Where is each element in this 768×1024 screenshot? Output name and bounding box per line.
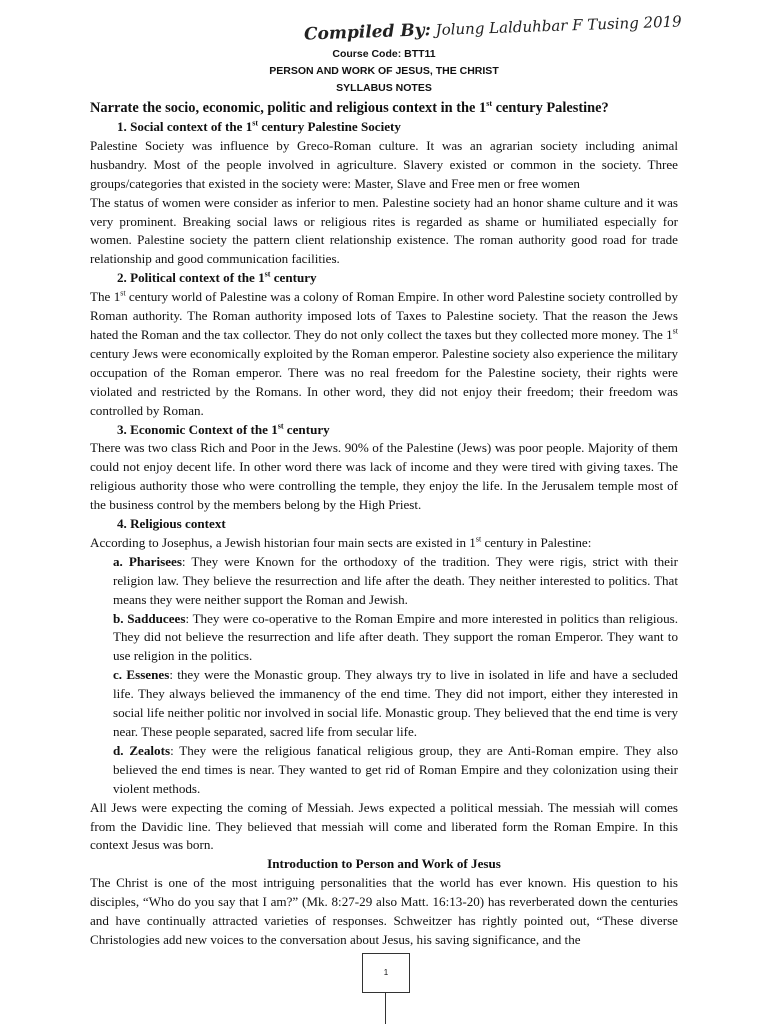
question-heading: Narrate the socio, economic, politic and religious context in the 1st century Palestine? [90,99,609,116]
section-heading-political: 2. Political context of the 1st century [117,269,317,286]
paragraph-economic: There was two class Rich and Poor in the Jews. 90% of the Palestine (Jews) was poor people. Majority of them could not enjoy decent life. In other word there was lack of income and they were tired with giving taxes. The religious authority those who were controlling the temple, they enjoy the life. In the Jerusalem temple most of the business control by the members belong by the High Priest. [90,440,678,513]
paragraph-political: The 1st century world of Palestine was a colony of Roman Empire. In other word Palestine society controlled by Roman authority. The Roman authority imposed lots of Taxes to Palestine society. That the reason the Jews hated the Roman and the tax collector. They do not only collect the taxes but they collected more money. The 1st century Jews were economically exploited by the Roman emperor. Palestine society also experience the military occupation of the Roman emperor. There was no real freedom for the Palestine society, their rights were violated and restricted by the Romans. In other word, they did not enjoy their freedom; their freedom was controlled by Roman. [90,288,678,418]
section-heading-introduction: Introduction to Person and Work of Jesus [267,856,501,872]
sect-sadducees: b. Sadducees: They were co-operative to the Roman Empire and more interested in politics than religious. They did not believe the resurrection and life after death. They support the roman Emperor. They want to use religion in the politics. [113,610,678,664]
section-heading-social: 1. Social context of the 1st century Palestine Society [117,118,401,134]
document-subtitle: SYLLABUS NOTES [336,82,432,94]
paragraph-social-2: The status of women were consider as inferior to men. Palestine society had an honor shame culture and it was very prominent. Breaking social laws or religious rites is regarded as shame or humiliated especially for women. Palestine society the pattern client relationship existence. The roman authority good road for trade relationship and good communication facilities. [90,194,678,267]
paragraph-religious-closing: All Jews were expecting the coming of Messiah. Jews expected a political messiah. The messiah will comes from the Davidic line. They believed that messiah will come and liberated form the Roman Empire. In this context Jesus was born. [90,799,678,853]
document-body [90,98,678,950]
course-code: Course Code: BTT11 [332,48,436,60]
document-title: PERSON AND WORK OF JESUS, THE CHRIST [269,65,499,77]
section-heading-religious: 4. Religious context [117,516,226,532]
sect-pharisees: a. Pharisees: They were Known for the orthodoxy of the tradition. They were rigis, strict with their religion law. They believe the resurrection and life after the death. They neither interested to politics. That means they were neither support the Roman and Jewish. [113,553,678,607]
page-number-divider [385,992,386,1024]
signature-name: Jolung Lalduhbar F Tusing 2019 [435,12,683,39]
page-number: 1 [362,953,410,993]
author-signature [304,11,682,44]
sect-zealots: d. Zealots: They were the religious fanatical religious group, they are Anti-Roman empire. They also believed the end times is near. They wanted to get rid of Roman Empire and they colonization using their violent methods. [113,742,678,796]
sect-essenes: c. Essenes: they were the Monastic group. They always try to live in isolated in life and have a secluded life. They always believed the immanency of the end time. They did not import, either they interested in social life neither politic nor involved in social life. Monastic group. They believed that the end time is very near. These people separated, sacred life from secular life. [113,667,678,739]
paragraph-social-1: Palestine Society was influence by Greco-Roman culture. It was an agrarian society including animal husbandry. Most of the people involved in agriculture. Slavery existed or common in the society. Three groups/categories that existed in the society were: Master, Slave and Free men or free women [90,137,678,191]
paragraph-religious-intro: According to Josephus, a Jewish historian four main sects are existed in 1st century in Palestine: [90,534,592,550]
section-heading-economic: 3. Economic Context of the 1st century [117,421,330,437]
paragraph-introduction: The Christ is one of the most intriguing personalities that the world has ever known. His question to his disciples, “Who do you say that I am?” (Mk. 8:27-29 also Matt. 16:13-20) has reverberated down the centuries and have continually attracted varieties of responses. Schweitzer has rightly pointed out, “These diverse Christologies add new voices to the conversation about Jesus, his saving significance, and the [90,875,678,947]
signature-prefix: Compiled By: [303,20,432,45]
document-header [0,46,768,97]
